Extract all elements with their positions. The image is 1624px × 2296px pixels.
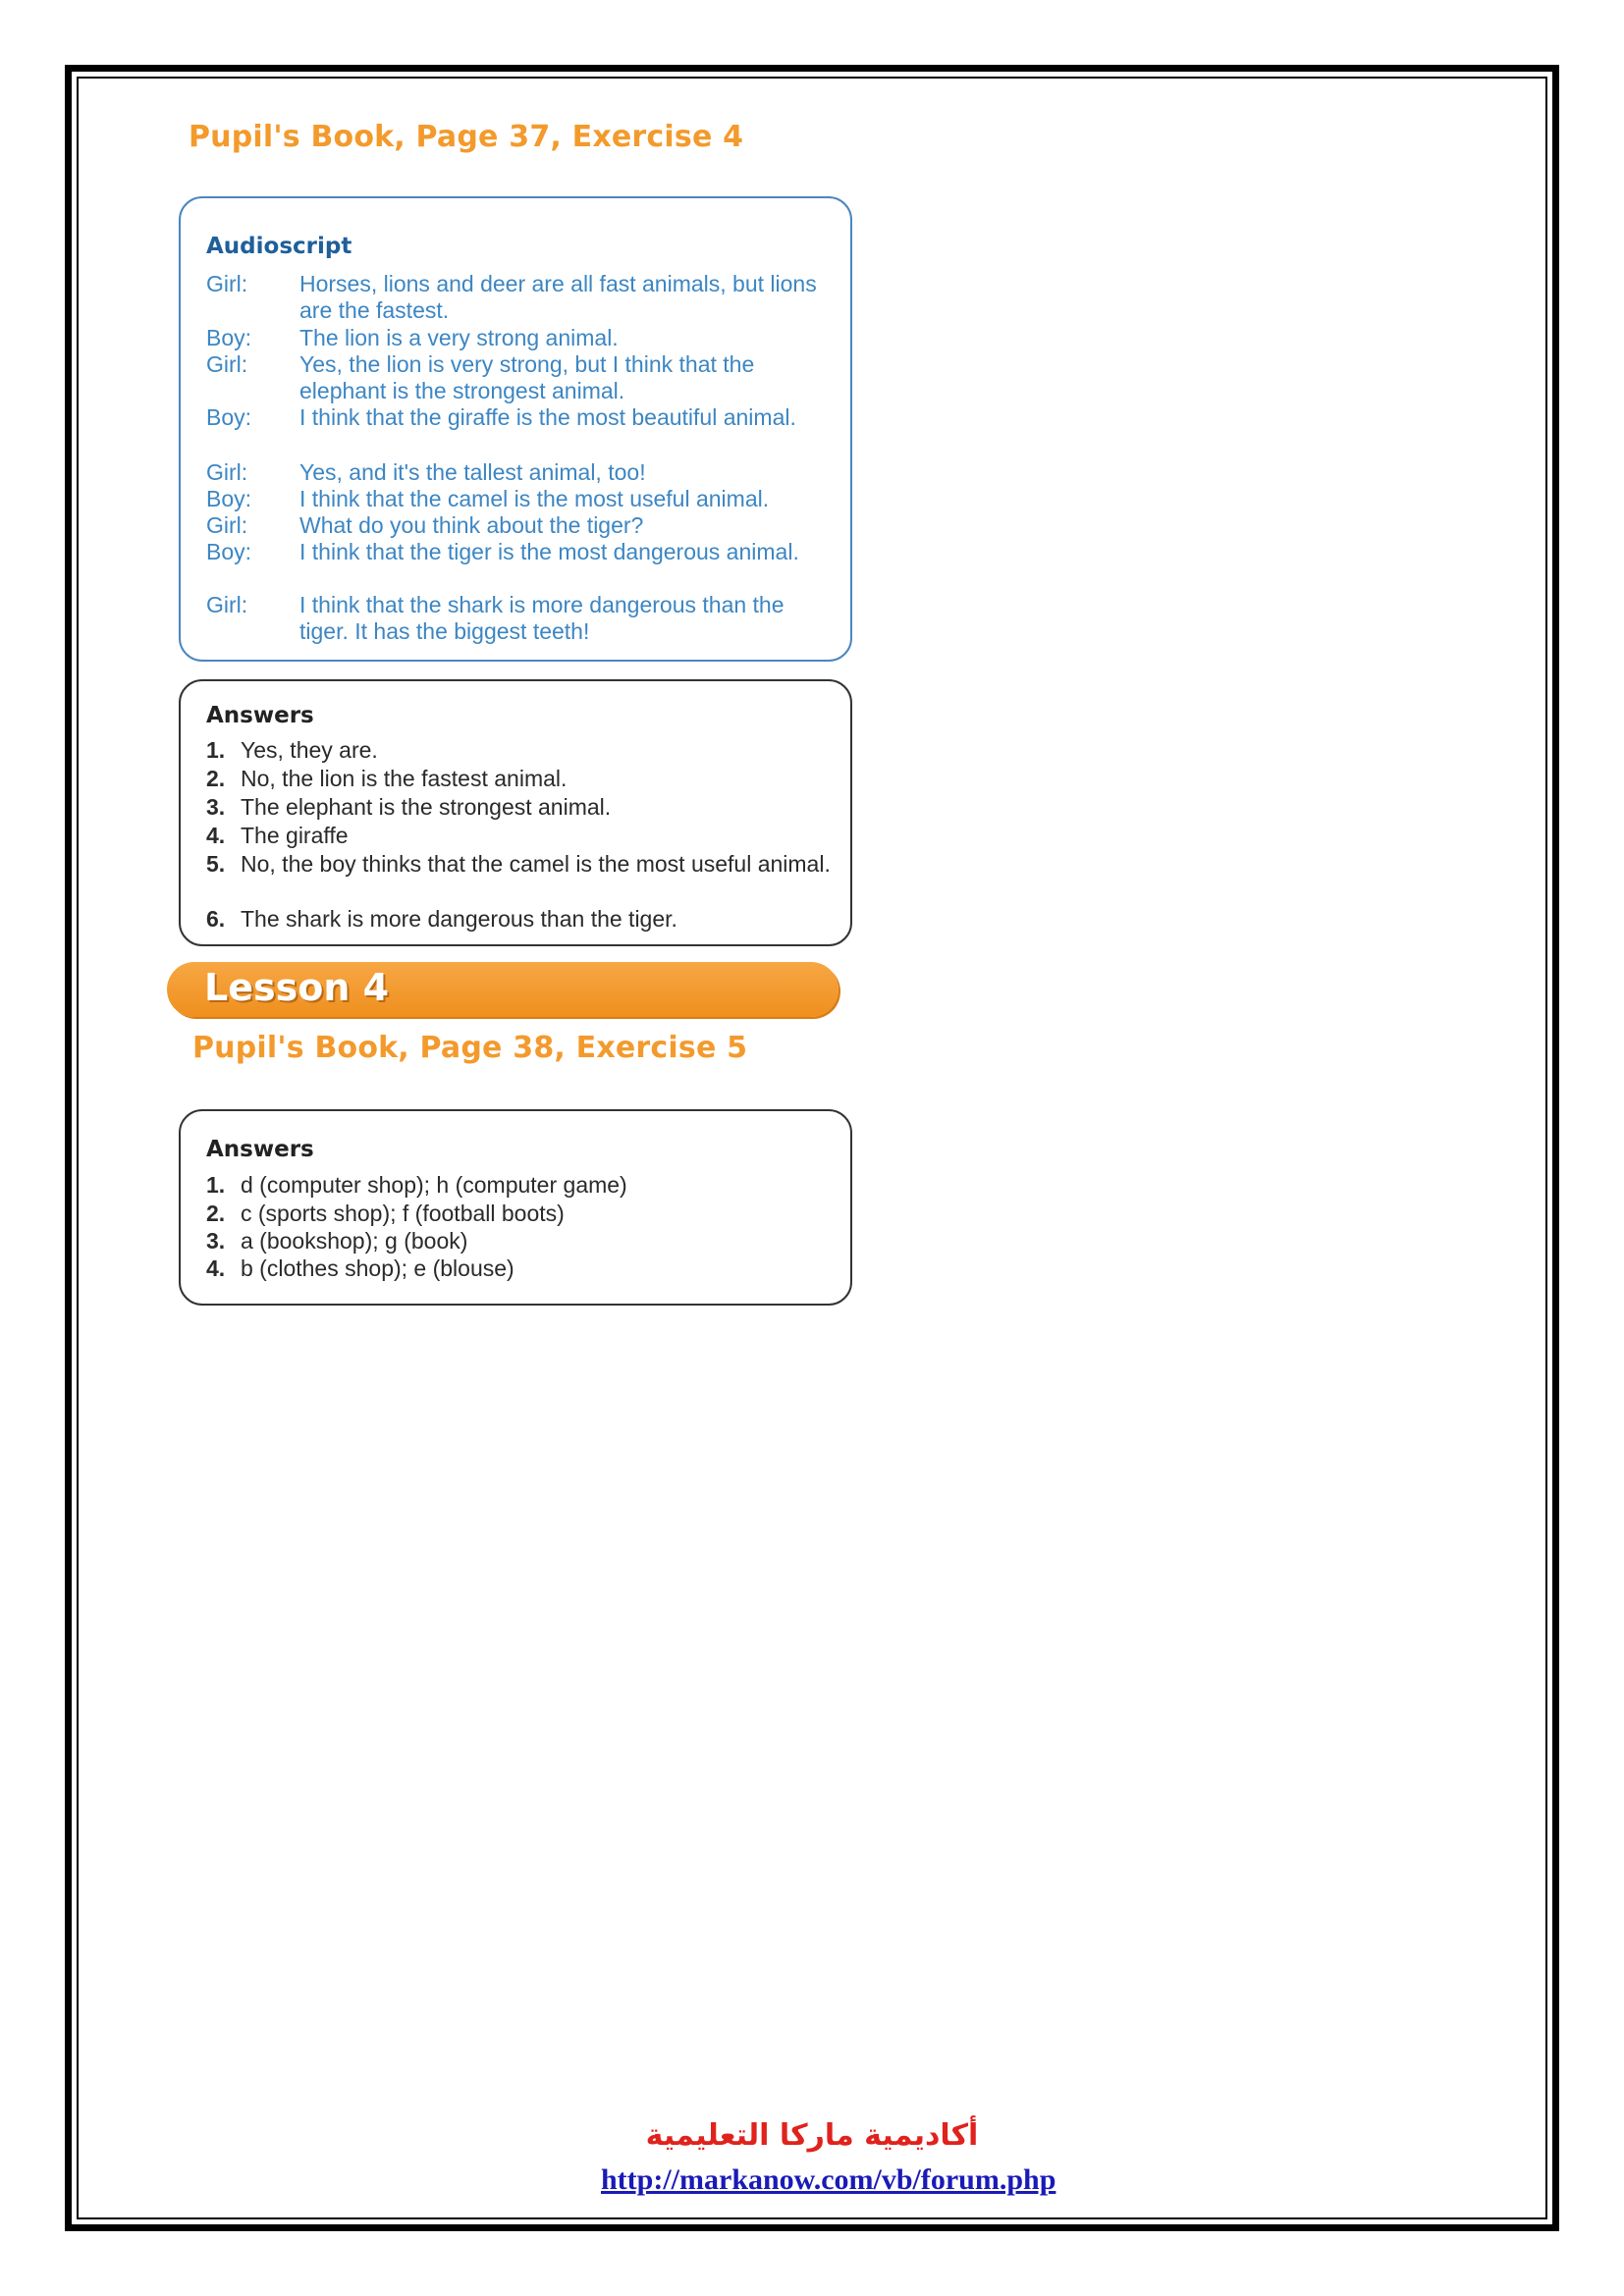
answer-text: c (sports shop); f (football boots) (241, 1201, 565, 1226)
footer-academy-name: أكاديمية ماركا التعليمية (645, 2118, 979, 2153)
answers-title: Answers (206, 1137, 314, 1162)
script-text: The lion is a very strong animal. (299, 325, 619, 350)
speaker-label: Girl: (206, 512, 248, 538)
speaker-label: Girl: (206, 459, 248, 485)
answer-number: 4. (206, 1255, 226, 1281)
script-text: I think that the camel is the most useful animal. (299, 486, 770, 511)
answers-title: Answers (206, 703, 314, 728)
answer-number: 1. (206, 737, 226, 763)
speaker-label: Girl: (206, 271, 248, 296)
exercise-heading-p37: Pupil's Book, Page 37, Exercise 4 (189, 120, 744, 154)
answer-number: 4. (206, 823, 226, 848)
speaker-label: Girl: (206, 592, 248, 617)
speaker-label: Boy: (206, 539, 252, 564)
answer-number: 2. (206, 1201, 226, 1226)
answer-text: The giraffe (241, 823, 349, 848)
audioscript-box (179, 196, 852, 662)
answer-number: 3. (206, 1228, 226, 1254)
script-text: Horses, lions and deer are all fast animals, but lions are the fastest. (299, 271, 817, 323)
footer-forum-link[interactable]: http://markanow.com/vb/forum.php (601, 2163, 1056, 2196)
answer-text: No, the boy thinks that the camel is the most useful animal. (241, 851, 831, 877)
answers-box-p38 (179, 1109, 852, 1306)
answer-text: No, the lion is the fastest animal. (241, 766, 568, 791)
exercise-heading-p38: Pupil's Book, Page 38, Exercise 5 (192, 1031, 748, 1065)
answer-number: 1. (206, 1172, 226, 1198)
answer-text: Yes, they are. (241, 737, 378, 763)
script-text: I think that the shark is more dangerous than the tiger. It has the biggest teeth! (299, 592, 785, 644)
answer-text: d (computer shop); h (computer game) (241, 1172, 627, 1198)
answer-number: 5. (206, 851, 226, 877)
answer-number: 6. (206, 906, 226, 932)
answer-text: The shark is more dangerous than the tiger. (241, 906, 677, 932)
answer-text: a (bookshop); g (book) (241, 1228, 468, 1254)
answer-text: The elephant is the strongest animal. (241, 794, 612, 820)
script-text: I think that the tiger is the most dangerous animal. (299, 539, 799, 564)
speaker-label: Boy: (206, 486, 252, 511)
lesson-label: Lesson 4 (204, 966, 390, 1009)
speaker-label: Girl: (206, 351, 248, 377)
answer-text: b (clothes shop); e (blouse) (241, 1255, 514, 1281)
lesson-banner (167, 962, 839, 1017)
script-text: Yes, the lion is very strong, but I think that the elephant is the strongest animal. (299, 351, 755, 403)
speaker-label: Boy: (206, 325, 252, 350)
script-text: Yes, and it's the tallest animal, too! (299, 459, 646, 485)
script-text: What do you think about the tiger? (299, 512, 644, 538)
script-text: I think that the giraffe is the most beautiful animal. (299, 404, 796, 430)
answer-number: 3. (206, 794, 226, 820)
answer-number: 2. (206, 766, 226, 791)
audioscript-title: Audioscript (206, 234, 352, 259)
answers-box-p37 (179, 679, 852, 946)
speaker-label: Boy: (206, 404, 252, 430)
